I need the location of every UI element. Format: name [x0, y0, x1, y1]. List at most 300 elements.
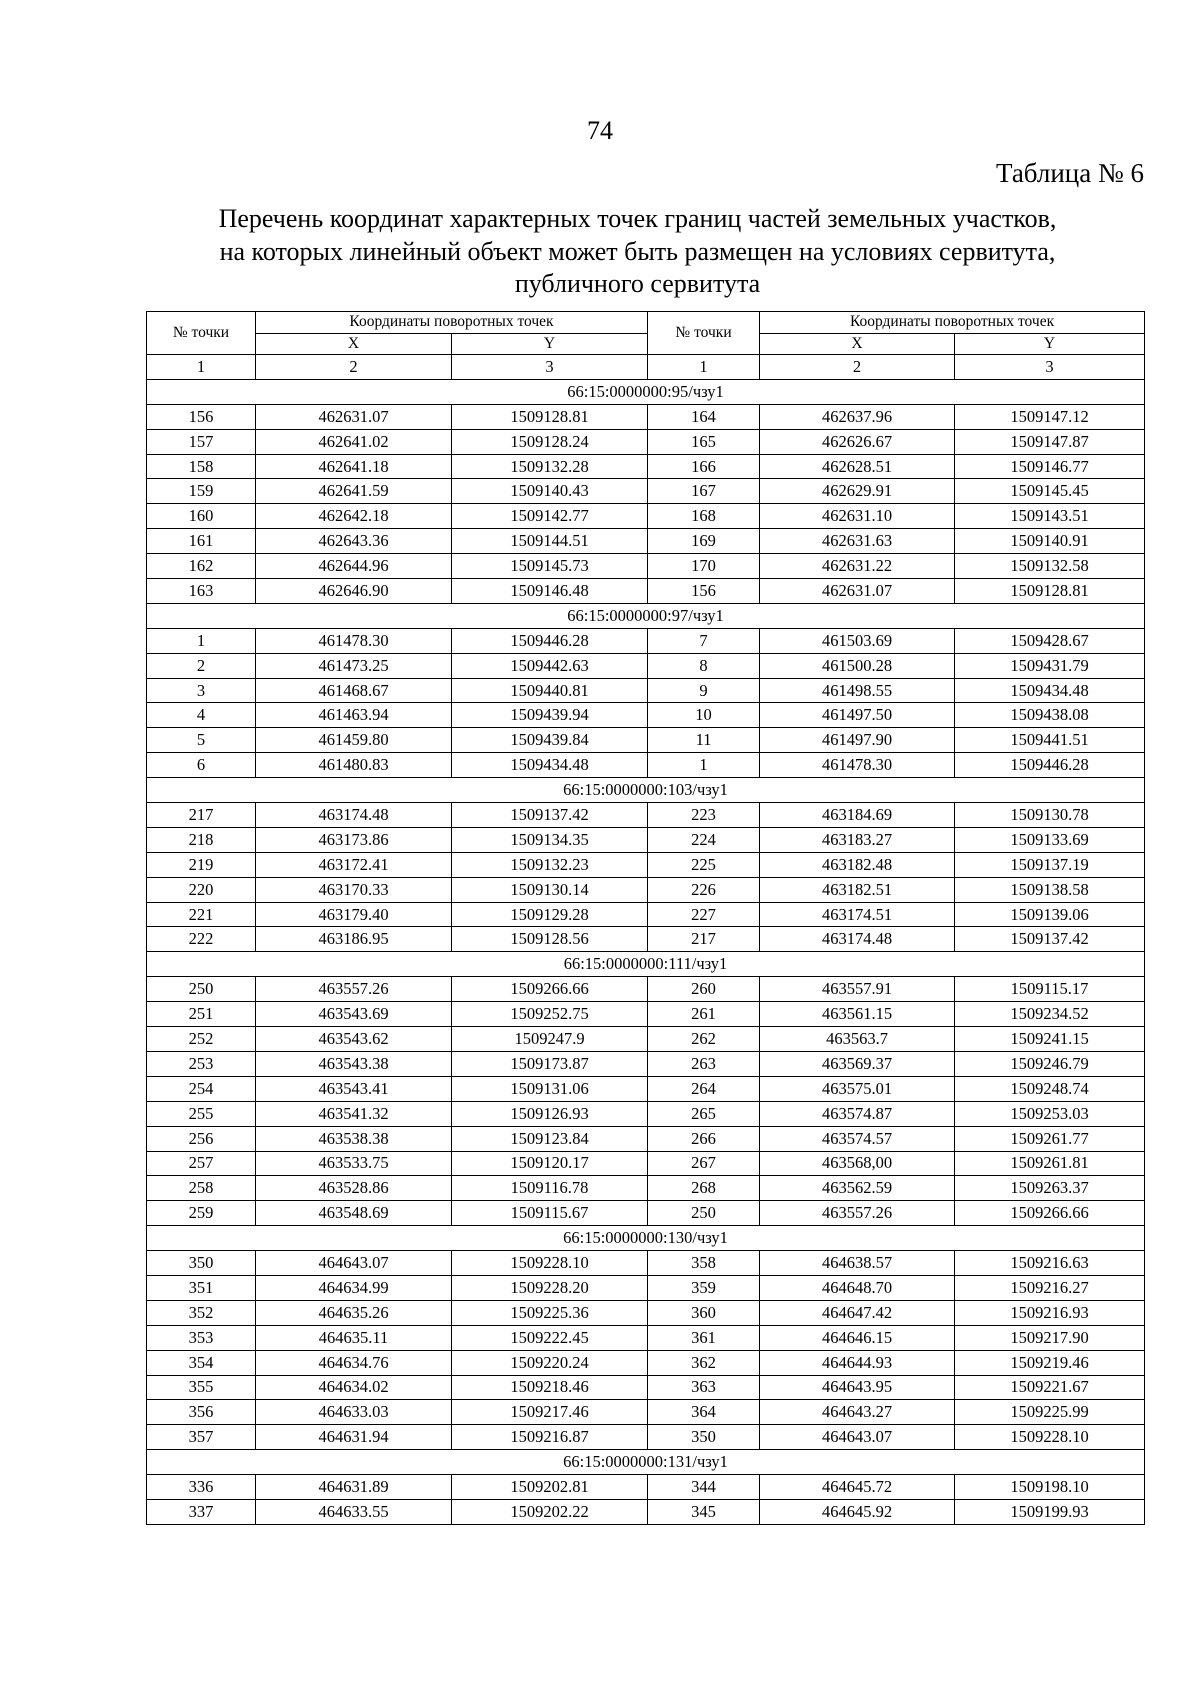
x-coordinate-cell: 463184.69 — [760, 803, 955, 828]
x-coordinate-cell: 461478.30 — [760, 753, 955, 778]
y-coordinate-cell: 1509132.58 — [955, 554, 1145, 579]
y-coordinate-cell: 1509143.51 — [955, 504, 1145, 529]
point-no-cell: 250 — [147, 977, 256, 1002]
x-coordinate-cell: 461459.80 — [256, 728, 452, 753]
section-name: 66:15:0000000:111/чзу1 — [147, 952, 1145, 977]
point-no-cell: 345 — [648, 1499, 760, 1524]
y-coordinate-cell: 1509217.46 — [452, 1400, 648, 1425]
point-no-cell: 251 — [147, 1002, 256, 1027]
x-coordinate-cell: 464638.57 — [760, 1251, 955, 1276]
section-name: 66:15:0000000:103/чзу1 — [147, 778, 1145, 803]
point-no-cell: 227 — [648, 902, 760, 927]
point-no-cell: 364 — [648, 1400, 760, 1425]
point-no-cell: 336 — [147, 1475, 256, 1500]
x-coordinate-cell: 462642.18 — [256, 504, 452, 529]
point-no-cell: 220 — [147, 877, 256, 902]
x-coordinate-cell: 462637.96 — [760, 404, 955, 429]
x-coordinate-cell: 463541.32 — [256, 1101, 452, 1126]
y-coordinate-cell: 1509146.77 — [955, 454, 1145, 479]
point-no-cell: 359 — [648, 1275, 760, 1300]
y-coordinate-cell: 1509198.10 — [955, 1475, 1145, 1500]
x-coordinate-cell: 463183.27 — [760, 827, 955, 852]
table-row — [147, 877, 1145, 902]
y-coordinate-cell: 1509123.84 — [452, 1126, 648, 1151]
point-no-cell: 158 — [147, 454, 256, 479]
y-coordinate-cell: 1509128.56 — [452, 927, 648, 952]
point-no-cell: 157 — [147, 429, 256, 454]
y-coordinate-cell: 1509140.91 — [955, 529, 1145, 554]
table-row — [147, 1350, 1145, 1375]
y-coordinate-cell: 1509217.90 — [955, 1325, 1145, 1350]
point-no-cell: 217 — [147, 803, 256, 828]
y-coordinate-cell: 1509266.66 — [452, 977, 648, 1002]
x-coordinate-cell: 463170.33 — [256, 877, 452, 902]
y-coordinate-cell: 1509434.48 — [452, 753, 648, 778]
y-coordinate-cell: 1509228.10 — [955, 1425, 1145, 1450]
y-coordinate-cell: 1509134.35 — [452, 827, 648, 852]
x-coordinate-cell: 464633.55 — [256, 1499, 452, 1524]
y-coordinate-cell: 1509446.28 — [955, 753, 1145, 778]
y-coordinate-cell: 1509130.78 — [955, 803, 1145, 828]
table-row — [147, 1475, 1145, 1500]
point-no-cell: 355 — [147, 1375, 256, 1400]
point-no-cell: 358 — [648, 1251, 760, 1276]
point-no-cell: 224 — [648, 827, 760, 852]
y-coordinate-cell: 1509116.78 — [452, 1176, 648, 1201]
x-coordinate-cell: 463174.51 — [760, 902, 955, 927]
section-header-row — [147, 1450, 1145, 1475]
x-coordinate-cell: 463563.7 — [760, 1027, 955, 1052]
table-row — [147, 653, 1145, 678]
point-no-cell: 4 — [147, 703, 256, 728]
table-row — [147, 1400, 1145, 1425]
column-number: 3 — [452, 355, 648, 380]
point-no-cell: 222 — [147, 927, 256, 952]
x-coordinate-cell: 463574.87 — [760, 1101, 955, 1126]
x-coordinate-cell: 462626.67 — [760, 429, 955, 454]
point-no-cell: 360 — [648, 1300, 760, 1325]
x-coordinate-cell: 461468.67 — [256, 678, 452, 703]
table-row — [147, 1101, 1145, 1126]
x-coordinate-cell: 461480.83 — [256, 753, 452, 778]
y-coordinate-cell: 1509222.45 — [452, 1325, 648, 1350]
y-coordinate-cell: 1509439.94 — [452, 703, 648, 728]
y-coordinate-cell: 1509199.93 — [955, 1499, 1145, 1524]
point-no-cell: 266 — [648, 1126, 760, 1151]
point-no-cell: 264 — [648, 1076, 760, 1101]
y-coordinate-cell: 1509266.66 — [955, 1201, 1145, 1226]
y-coordinate-cell: 1509225.99 — [955, 1400, 1145, 1425]
title-line-3: публичного сервитута — [514, 269, 761, 298]
y-coordinate-cell: 1509138.58 — [955, 877, 1145, 902]
y-coordinate-cell: 1509441.51 — [955, 728, 1145, 753]
point-no-cell: 170 — [648, 554, 760, 579]
y-coordinate-cell: 1509228.20 — [452, 1275, 648, 1300]
point-no-cell: 250 — [648, 1201, 760, 1226]
point-no-cell: 225 — [648, 852, 760, 877]
x-coordinate-cell: 463174.48 — [760, 927, 955, 952]
point-no-cell: 8 — [648, 653, 760, 678]
section-header-row — [147, 1226, 1145, 1251]
table-row — [147, 927, 1145, 952]
x-coordinate-cell: 463543.38 — [256, 1051, 452, 1076]
point-no-cell: 161 — [147, 529, 256, 554]
point-no-cell: 351 — [147, 1275, 256, 1300]
point-no-cell: 168 — [648, 504, 760, 529]
y-coordinate-cell: 1509261.77 — [955, 1126, 1145, 1151]
table-row — [147, 1002, 1145, 1027]
x-coordinate-cell: 464634.76 — [256, 1350, 452, 1375]
table-row — [147, 529, 1145, 554]
x-coordinate-cell: 462629.91 — [760, 479, 955, 504]
point-no-cell: 350 — [648, 1425, 760, 1450]
y-coordinate-cell: 1509247.9 — [452, 1027, 648, 1052]
y-coordinate-cell: 1509137.19 — [955, 852, 1145, 877]
point-no-cell: 259 — [147, 1201, 256, 1226]
x-coordinate-cell: 464634.99 — [256, 1275, 452, 1300]
table-row — [147, 1325, 1145, 1350]
x-coordinate-cell: 464631.94 — [256, 1425, 452, 1450]
table-row — [147, 1425, 1145, 1450]
x-coordinate-cell: 462641.02 — [256, 429, 452, 454]
x-coordinate-cell: 462644.96 — [256, 554, 452, 579]
y-coordinate-cell: 1509225.36 — [452, 1300, 648, 1325]
point-no-cell: 156 — [147, 404, 256, 429]
point-no-cell: 354 — [147, 1350, 256, 1375]
y-coordinate-cell: 1509144.51 — [452, 529, 648, 554]
x-coordinate-cell: 461503.69 — [760, 628, 955, 653]
x-coordinate-cell: 464643.95 — [760, 1375, 955, 1400]
table-body — [147, 355, 1145, 1525]
section-name: 66:15:0000000:97/чзу1 — [147, 603, 1145, 628]
point-no-cell: 226 — [648, 877, 760, 902]
y-coordinate-cell: 1509115.67 — [452, 1201, 648, 1226]
point-no-cell: 267 — [648, 1151, 760, 1176]
table-row — [147, 1151, 1145, 1176]
point-no-cell: 356 — [147, 1400, 256, 1425]
y-coordinate-cell: 1509132.28 — [452, 454, 648, 479]
point-no-cell: 353 — [147, 1325, 256, 1350]
point-no-cell: 165 — [648, 429, 760, 454]
x-coordinate-cell: 462646.90 — [256, 579, 452, 604]
table-label: Таблица № 6 — [996, 158, 1144, 188]
table-row — [147, 1251, 1145, 1276]
header-y-right: Y — [955, 333, 1145, 355]
y-coordinate-cell: 1509140.43 — [452, 479, 648, 504]
point-no-cell: 254 — [147, 1076, 256, 1101]
point-no-cell: 357 — [147, 1425, 256, 1450]
x-coordinate-cell: 464645.72 — [760, 1475, 955, 1500]
y-coordinate-cell: 1509428.67 — [955, 628, 1145, 653]
point-no-cell: 344 — [648, 1475, 760, 1500]
x-coordinate-cell: 464631.89 — [256, 1475, 452, 1500]
point-no-cell: 167 — [648, 479, 760, 504]
x-coordinate-cell: 461473.25 — [256, 653, 452, 678]
header-coords-right: Координаты поворотных точек — [760, 312, 1145, 334]
point-no-cell: 159 — [147, 479, 256, 504]
header-x-right: X — [760, 333, 955, 355]
table-row — [147, 628, 1145, 653]
table-row — [147, 703, 1145, 728]
point-no-cell: 255 — [147, 1101, 256, 1126]
y-coordinate-cell: 1509137.42 — [452, 803, 648, 828]
point-no-cell: 160 — [147, 504, 256, 529]
x-coordinate-cell: 463543.41 — [256, 1076, 452, 1101]
y-coordinate-cell: 1509129.28 — [452, 902, 648, 927]
y-coordinate-cell: 1509130.14 — [452, 877, 648, 902]
x-coordinate-cell: 463568,00 — [760, 1151, 955, 1176]
table-row — [147, 1275, 1145, 1300]
y-coordinate-cell: 1509202.22 — [452, 1499, 648, 1524]
x-coordinate-cell: 463574.57 — [760, 1126, 955, 1151]
column-numbering-row — [147, 355, 1145, 380]
y-coordinate-cell: 1509216.63 — [955, 1251, 1145, 1276]
point-no-cell: 164 — [648, 404, 760, 429]
x-coordinate-cell: 463186.95 — [256, 927, 452, 952]
y-coordinate-cell: 1509218.46 — [452, 1375, 648, 1400]
y-coordinate-cell: 1509246.79 — [955, 1051, 1145, 1076]
table-row — [147, 827, 1145, 852]
table-row — [147, 554, 1145, 579]
y-coordinate-cell: 1509137.42 — [955, 927, 1145, 952]
point-no-cell: 260 — [648, 977, 760, 1002]
x-coordinate-cell: 462631.07 — [760, 579, 955, 604]
point-no-cell: 217 — [648, 927, 760, 952]
y-coordinate-cell: 1509173.87 — [452, 1051, 648, 1076]
table-row — [147, 1375, 1145, 1400]
x-coordinate-cell: 463561.15 — [760, 1002, 955, 1027]
y-coordinate-cell: 1509146.48 — [452, 579, 648, 604]
point-no-cell: 221 — [147, 902, 256, 927]
point-no-cell: 261 — [648, 1002, 760, 1027]
point-no-cell: 6 — [147, 753, 256, 778]
point-no-cell: 1 — [147, 628, 256, 653]
point-no-cell: 256 — [147, 1126, 256, 1151]
y-coordinate-cell: 1509221.67 — [955, 1375, 1145, 1400]
x-coordinate-cell: 463533.75 — [256, 1151, 452, 1176]
point-no-cell: 350 — [147, 1251, 256, 1276]
table-row — [147, 504, 1145, 529]
column-number: 2 — [256, 355, 452, 380]
point-no-cell: 2 — [147, 653, 256, 678]
column-number: 2 — [760, 355, 955, 380]
x-coordinate-cell: 463557.91 — [760, 977, 955, 1002]
point-no-cell: 5 — [147, 728, 256, 753]
y-coordinate-cell: 1509216.27 — [955, 1275, 1145, 1300]
x-coordinate-cell: 464648.70 — [760, 1275, 955, 1300]
y-coordinate-cell: 1509128.81 — [452, 404, 648, 429]
table-row — [147, 803, 1145, 828]
y-coordinate-cell: 1509145.73 — [452, 554, 648, 579]
point-no-cell: 362 — [648, 1350, 760, 1375]
y-coordinate-cell: 1509131.06 — [452, 1076, 648, 1101]
y-coordinate-cell: 1509145.45 — [955, 479, 1145, 504]
section-header-row — [147, 778, 1145, 803]
x-coordinate-cell: 463575.01 — [760, 1076, 955, 1101]
y-coordinate-cell: 1509434.48 — [955, 678, 1145, 703]
point-no-cell: 219 — [147, 852, 256, 877]
y-coordinate-cell: 1509252.75 — [452, 1002, 648, 1027]
y-coordinate-cell: 1509115.17 — [955, 977, 1145, 1002]
table-row — [147, 852, 1145, 877]
section-name: 66:15:0000000:95/чзу1 — [147, 379, 1145, 404]
title-line-2: на которых линейный объект может быть размещен на условиях сервитута, — [219, 236, 1056, 266]
point-no-cell: 252 — [147, 1027, 256, 1052]
table-row — [147, 1176, 1145, 1201]
point-no-cell: 156 — [648, 579, 760, 604]
table-row — [147, 429, 1145, 454]
y-coordinate-cell: 1509126.93 — [452, 1101, 648, 1126]
document-title — [140, 203, 1135, 301]
x-coordinate-cell: 464643.07 — [256, 1251, 452, 1276]
x-coordinate-cell: 464647.42 — [760, 1300, 955, 1325]
point-no-cell: 163 — [147, 579, 256, 604]
x-coordinate-cell: 463569.37 — [760, 1051, 955, 1076]
x-coordinate-cell: 463182.48 — [760, 852, 955, 877]
y-coordinate-cell: 1509142.77 — [452, 504, 648, 529]
table-row — [147, 454, 1145, 479]
page-number: 74 — [587, 116, 613, 145]
x-coordinate-cell: 463557.26 — [256, 977, 452, 1002]
x-coordinate-cell: 464643.07 — [760, 1425, 955, 1450]
table-row — [147, 1076, 1145, 1101]
x-coordinate-cell: 463172.41 — [256, 852, 452, 877]
x-coordinate-cell: 461497.90 — [760, 728, 955, 753]
y-coordinate-cell: 1509216.93 — [955, 1300, 1145, 1325]
point-no-cell: 162 — [147, 554, 256, 579]
point-no-cell: 337 — [147, 1499, 256, 1524]
x-coordinate-cell: 463528.86 — [256, 1176, 452, 1201]
x-coordinate-cell: 463173.86 — [256, 827, 452, 852]
header-y-left: Y — [452, 333, 648, 355]
x-coordinate-cell: 464646.15 — [760, 1325, 955, 1350]
y-coordinate-cell: 1509147.12 — [955, 404, 1145, 429]
column-number: 3 — [955, 355, 1145, 380]
x-coordinate-cell: 464645.92 — [760, 1499, 955, 1524]
y-coordinate-cell: 1509128.81 — [955, 579, 1145, 604]
table-row — [147, 902, 1145, 927]
y-coordinate-cell: 1509253.03 — [955, 1101, 1145, 1126]
y-coordinate-cell: 1509216.87 — [452, 1425, 648, 1450]
x-coordinate-cell: 463548.69 — [256, 1201, 452, 1226]
y-coordinate-cell: 1509132.23 — [452, 852, 648, 877]
y-coordinate-cell: 1509446.28 — [452, 628, 648, 653]
table-row — [147, 1201, 1145, 1226]
point-no-cell: 218 — [147, 827, 256, 852]
x-coordinate-cell: 461498.55 — [760, 678, 955, 703]
section-name: 66:15:0000000:131/чзу1 — [147, 1450, 1145, 1475]
y-coordinate-cell: 1509241.15 — [955, 1027, 1145, 1052]
point-no-cell: 352 — [147, 1300, 256, 1325]
x-coordinate-cell: 464635.26 — [256, 1300, 452, 1325]
y-coordinate-cell: 1509248.74 — [955, 1076, 1145, 1101]
point-no-cell: 223 — [648, 803, 760, 828]
point-no-cell: 10 — [648, 703, 760, 728]
point-no-cell: 363 — [648, 1375, 760, 1400]
point-no-cell: 11 — [648, 728, 760, 753]
point-no-cell: 3 — [147, 678, 256, 703]
point-no-cell: 7 — [648, 628, 760, 653]
point-no-cell: 263 — [648, 1051, 760, 1076]
y-coordinate-cell: 1509133.69 — [955, 827, 1145, 852]
point-no-cell: 258 — [147, 1176, 256, 1201]
table-row — [147, 977, 1145, 1002]
table-row — [147, 728, 1145, 753]
column-number: 1 — [147, 355, 256, 380]
x-coordinate-cell: 461463.94 — [256, 703, 452, 728]
point-no-cell: 253 — [147, 1051, 256, 1076]
x-coordinate-cell: 462628.51 — [760, 454, 955, 479]
header-coords-left: Координаты поворотных точек — [256, 312, 648, 334]
point-no-cell: 169 — [648, 529, 760, 554]
x-coordinate-cell: 464634.02 — [256, 1375, 452, 1400]
x-coordinate-cell: 464633.03 — [256, 1400, 452, 1425]
table-row — [147, 579, 1145, 604]
section-header-row — [147, 603, 1145, 628]
y-coordinate-cell: 1509202.81 — [452, 1475, 648, 1500]
x-coordinate-cell: 463174.48 — [256, 803, 452, 828]
x-coordinate-cell: 462631.10 — [760, 504, 955, 529]
y-coordinate-cell: 1509139.06 — [955, 902, 1145, 927]
table-row — [147, 1027, 1145, 1052]
y-coordinate-cell: 1509120.17 — [452, 1151, 648, 1176]
point-no-cell: 262 — [648, 1027, 760, 1052]
x-coordinate-cell: 464644.93 — [760, 1350, 955, 1375]
point-no-cell: 1 — [648, 753, 760, 778]
coordinates-table — [146, 311, 1145, 1525]
x-coordinate-cell: 463543.62 — [256, 1027, 452, 1052]
title-line-1: Перечень координат характерных точек границ частей земельных участков, — [218, 204, 1057, 233]
table-row — [147, 753, 1145, 778]
y-coordinate-cell: 1509439.84 — [452, 728, 648, 753]
x-coordinate-cell: 462631.22 — [760, 554, 955, 579]
x-coordinate-cell: 464635.11 — [256, 1325, 452, 1350]
y-coordinate-cell: 1509431.79 — [955, 653, 1145, 678]
x-coordinate-cell: 462631.07 — [256, 404, 452, 429]
section-header-row — [147, 379, 1145, 404]
point-no-cell: 268 — [648, 1176, 760, 1201]
point-no-cell: 9 — [648, 678, 760, 703]
x-coordinate-cell: 463543.69 — [256, 1002, 452, 1027]
point-no-cell: 361 — [648, 1325, 760, 1350]
y-coordinate-cell: 1509147.87 — [955, 429, 1145, 454]
table-row — [147, 678, 1145, 703]
x-coordinate-cell: 461497.50 — [760, 703, 955, 728]
x-coordinate-cell: 462631.63 — [760, 529, 955, 554]
y-coordinate-cell: 1509263.37 — [955, 1176, 1145, 1201]
y-coordinate-cell: 1509228.10 — [452, 1251, 648, 1276]
x-coordinate-cell: 461500.28 — [760, 653, 955, 678]
y-coordinate-cell: 1509220.24 — [452, 1350, 648, 1375]
x-coordinate-cell: 462643.36 — [256, 529, 452, 554]
y-coordinate-cell: 1509442.63 — [452, 653, 648, 678]
x-coordinate-cell: 461478.30 — [256, 628, 452, 653]
y-coordinate-cell: 1509440.81 — [452, 678, 648, 703]
header-x-left: X — [256, 333, 452, 355]
section-name: 66:15:0000000:130/чзу1 — [147, 1226, 1145, 1251]
y-coordinate-cell: 1509219.46 — [955, 1350, 1145, 1375]
x-coordinate-cell: 463538.38 — [256, 1126, 452, 1151]
point-no-cell: 257 — [147, 1151, 256, 1176]
point-no-cell: 265 — [648, 1101, 760, 1126]
x-coordinate-cell: 462641.18 — [256, 454, 452, 479]
column-number: 1 — [648, 355, 760, 380]
table-row — [147, 1300, 1145, 1325]
table-row — [147, 404, 1145, 429]
x-coordinate-cell: 463557.26 — [760, 1201, 955, 1226]
point-no-cell: 166 — [648, 454, 760, 479]
y-coordinate-cell: 1509234.52 — [955, 1002, 1145, 1027]
